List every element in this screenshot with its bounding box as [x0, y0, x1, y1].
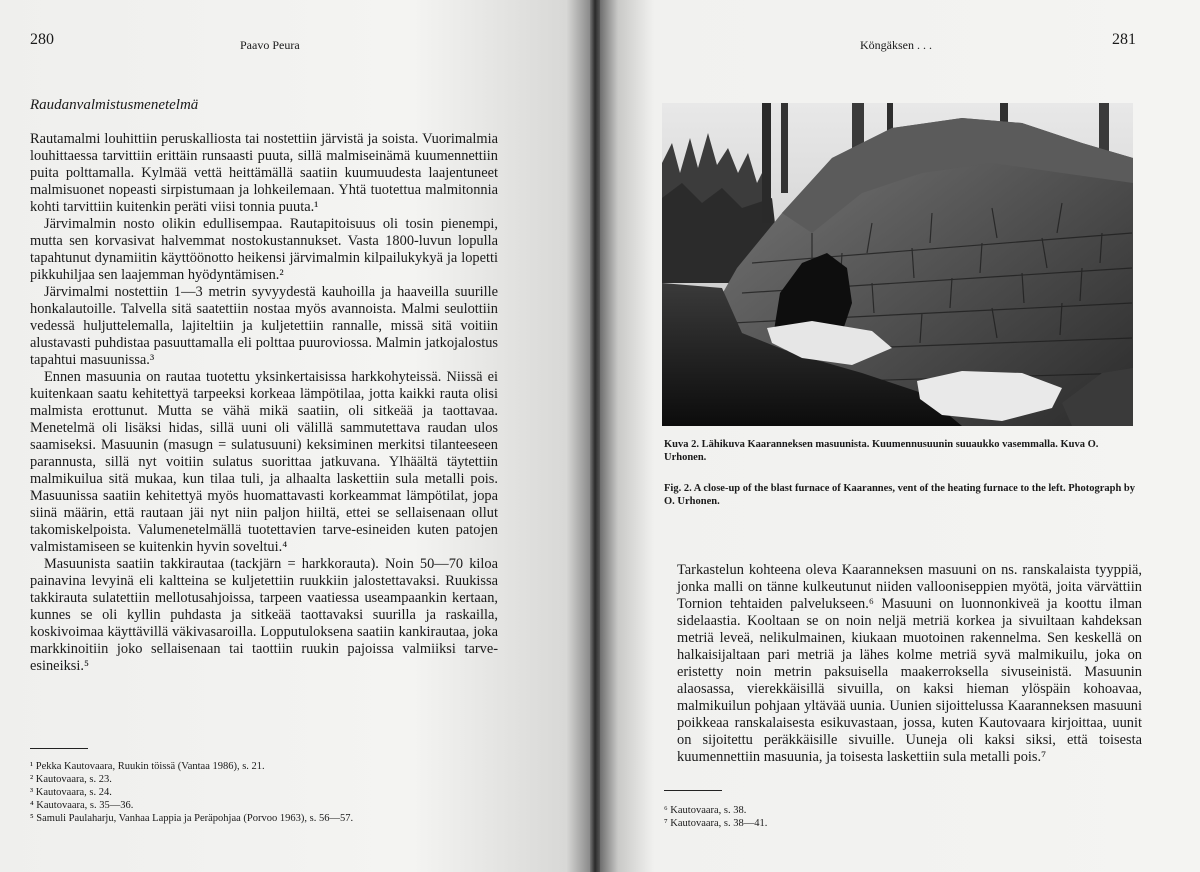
photo-drawing: [662, 103, 1133, 426]
right-page: [600, 0, 1200, 872]
paragraph: Masuunista saatiin takkirautaa (tackjärn = harkkorauta). Noin 50—70 kiloa painavina levyinä eli kaltteina se kuljetettiin ruukkiin jalostettavaksi. Ruukissa takkirauta sulatettiin mellotusahjoissa, tarpeen vaatiessa useampaankin kertaan, kunnes se oli kyllin puhdasta ja sitkeää taottavaksi suurilla ja raskailla, koskivoimaa käyttävillä väkivasaroilla. Lopputuloksena saatiin kankirautaa, joka markkinoitiin joko sellaisenaan tai taottiin ruukin pajoissa valmiiksi tarve-esineiksi.⁵: [30, 556, 498, 674]
running-head-left: Paavo Peura: [240, 38, 300, 52]
footnote: ² Kautovaara, s. 23.: [30, 774, 112, 785]
footnote: ⁶ Kautovaara, s. 38.: [664, 805, 747, 816]
section-title: Raudanvalmistusmenetelmä: [30, 97, 199, 113]
footnotes-right: [664, 804, 767, 830]
left-body: [30, 131, 498, 675]
footnote: ³ Kautovaara, s. 24.: [30, 787, 112, 798]
footnotes-left: [30, 760, 353, 825]
left-page: [0, 0, 590, 872]
caption-finnish: Kuva 2. Lähikuva Kaaranneksen masuunista. Kuumennusuunin suuaukko vasemmalla. Kuva O. Urhonen.: [664, 439, 1099, 463]
footnote-rule: [664, 790, 722, 791]
footnote: ¹ Pekka Kautovaara, Ruukin töissä (Vantaa 1986), s. 21.: [30, 761, 265, 772]
book-gutter: [590, 0, 600, 872]
paragraph: Järvimalmi nostettiin 1—3 metrin syvyydestä kauhoilla ja haaveilla suurille honkalautoille. Talvella sitä saatettiin nostaa myös avannoista. Malmi seulottiin vedessä huljuttelemalla, lajiteltiin ja kuljetettiin rannalle, missä sitä voitiin alustavasti puhdistaa pasuuttamalla eli polttaa puuroviossa. Malmin jatkojalostus tapahtui masuunissa.³: [30, 284, 498, 368]
paragraph: Järvimalmin nosto olikin edullisempaa. Rautapitoisuus oli tosin pienempi, mutta sen korvasivat halvemmat nostokustannukset. Vasta 1800-luvun lopulla tapahtunut dynamiitin käyttöönotto heikensi järvimalmin kilpailukykyä ja lopetti pikkuhiljaa sen laajemman hyödyntämisen.²: [30, 216, 498, 283]
caption-english: Fig. 2. A close-up of the blast furnace of Kaarannes, vent of the heating furnace to the left. Photograph by O. Urhonen.: [664, 483, 1136, 507]
footnote-rule: [30, 748, 88, 749]
page-number-left: 280: [30, 31, 54, 48]
page-number-right: 281: [1112, 31, 1136, 48]
footnote: ⁷ Kautovaara, s. 38—41.: [664, 818, 768, 829]
blast-furnace-photo: [662, 103, 1133, 426]
paragraph: Rautamalmi louhittiin peruskalliosta tai nostettiin järvistä ja soista. Vuorimalmia louhittaessa tarvittiin erittäin runsaasti puuta, sillä malmiseinämä kuumennettiin puita polttamalla. Kylmää vettä heittämällä saatiin kuumuudesta laajentuneet malmisuonet nopeasti sirpistumaan ja lohkeilemaan. Yhtä tuotettua malmitonnia kohti tarvittiin kuitenkin peräti viisi tonnia puuta.¹: [30, 131, 498, 215]
right-body: [677, 562, 1142, 766]
running-head-right: Köngäksen . . .: [860, 38, 932, 52]
footnote: ⁵ Samuli Paulaharju, Vanhaa Lappia ja Peräpohjaa (Porvoo 1963), s. 56—57.: [30, 813, 354, 824]
paragraph: Tarkastelun kohteena oleva Kaaranneksen masuuni on ns. ranskalaista tyyppiä, jonka malli on tänne kulkeutunut niiden vallooniseppien myötä, joita värvättiin Tornion tehtaiden palvelukseen.⁶ Masuuni on luonnonkiveä ja koottu ilman sidelaastia. Kooltaan se on noin neljä metriä korkea ja sivuiltaan kahdeksan metriä leveä, nelikulmainen, kiukaan muotoinen rakennelma. Sen keskellä on halkaisijaltaan pari metriä ja lähes kolme metriä syvä malmikuilu, joka on eristetty noin metrin paksuisella maakerroksella sivuseinistä. Masuunin alaosassa, vierekkäisillä sivuilla, on kaksi hieman ylöspäin kohoavaa, malmikuilun pohjaan yltävää uunia. Uunien sijoittelussa Kaaranneksen masuuni poikkeaa ranskalaisesta esikuvastaan, jossa, kuten Kautovaara kirjoittaa, uunit on sijoitettu peräkkäisille sivuille. Uuneja oli kaksi siksi, että toisesta kuumennettiin masuunia, ja toisesta laskettiin sula metalli pois.⁷: [677, 562, 1142, 765]
footnote: ⁴ Kautovaara, s. 35—36.: [30, 800, 134, 811]
paragraph: Ennen masuunia on rautaa tuotettu yksinkertaisissa harkkohyteissä. Niissä ei kuitenkaan saatu kehitettyä tarpeeksi korkeaa lämpötilaa, jotta kaikki rauta olisi malmista erottunut. Mutta se vähä mikä saatiin, oli sitkeää ja taottavaa. Menetelmä oli lisäksi hidas, sillä uuni oli välillä sammutettava raudan ulos saamiseksi. Masuunin (masugn = sulatusuuni) keksiminen merkitsi tilanteeseen parannusta, sillä nyt voitiin sulatus suorittaa jatkuvana. Ylhäältä täytettiin malmikuilua sitä mukaa, kun tilaa tuli, ja alhaalta laskettiin sula metalli pois. Masuunissa saatiin kehitettyä myös huomattavasti korkeammat lämpötilat, jopa siinä määrin, että rautaan jäi nyt niin paljon hiiltä, ettei se sellaisenaan ollut takomiskelpoista. Valumenetelmällä tuotettavien tarve-esineiden kuten patojen valmistamiseen se kuitenkin hyvin soveltui.⁴: [30, 369, 498, 555]
